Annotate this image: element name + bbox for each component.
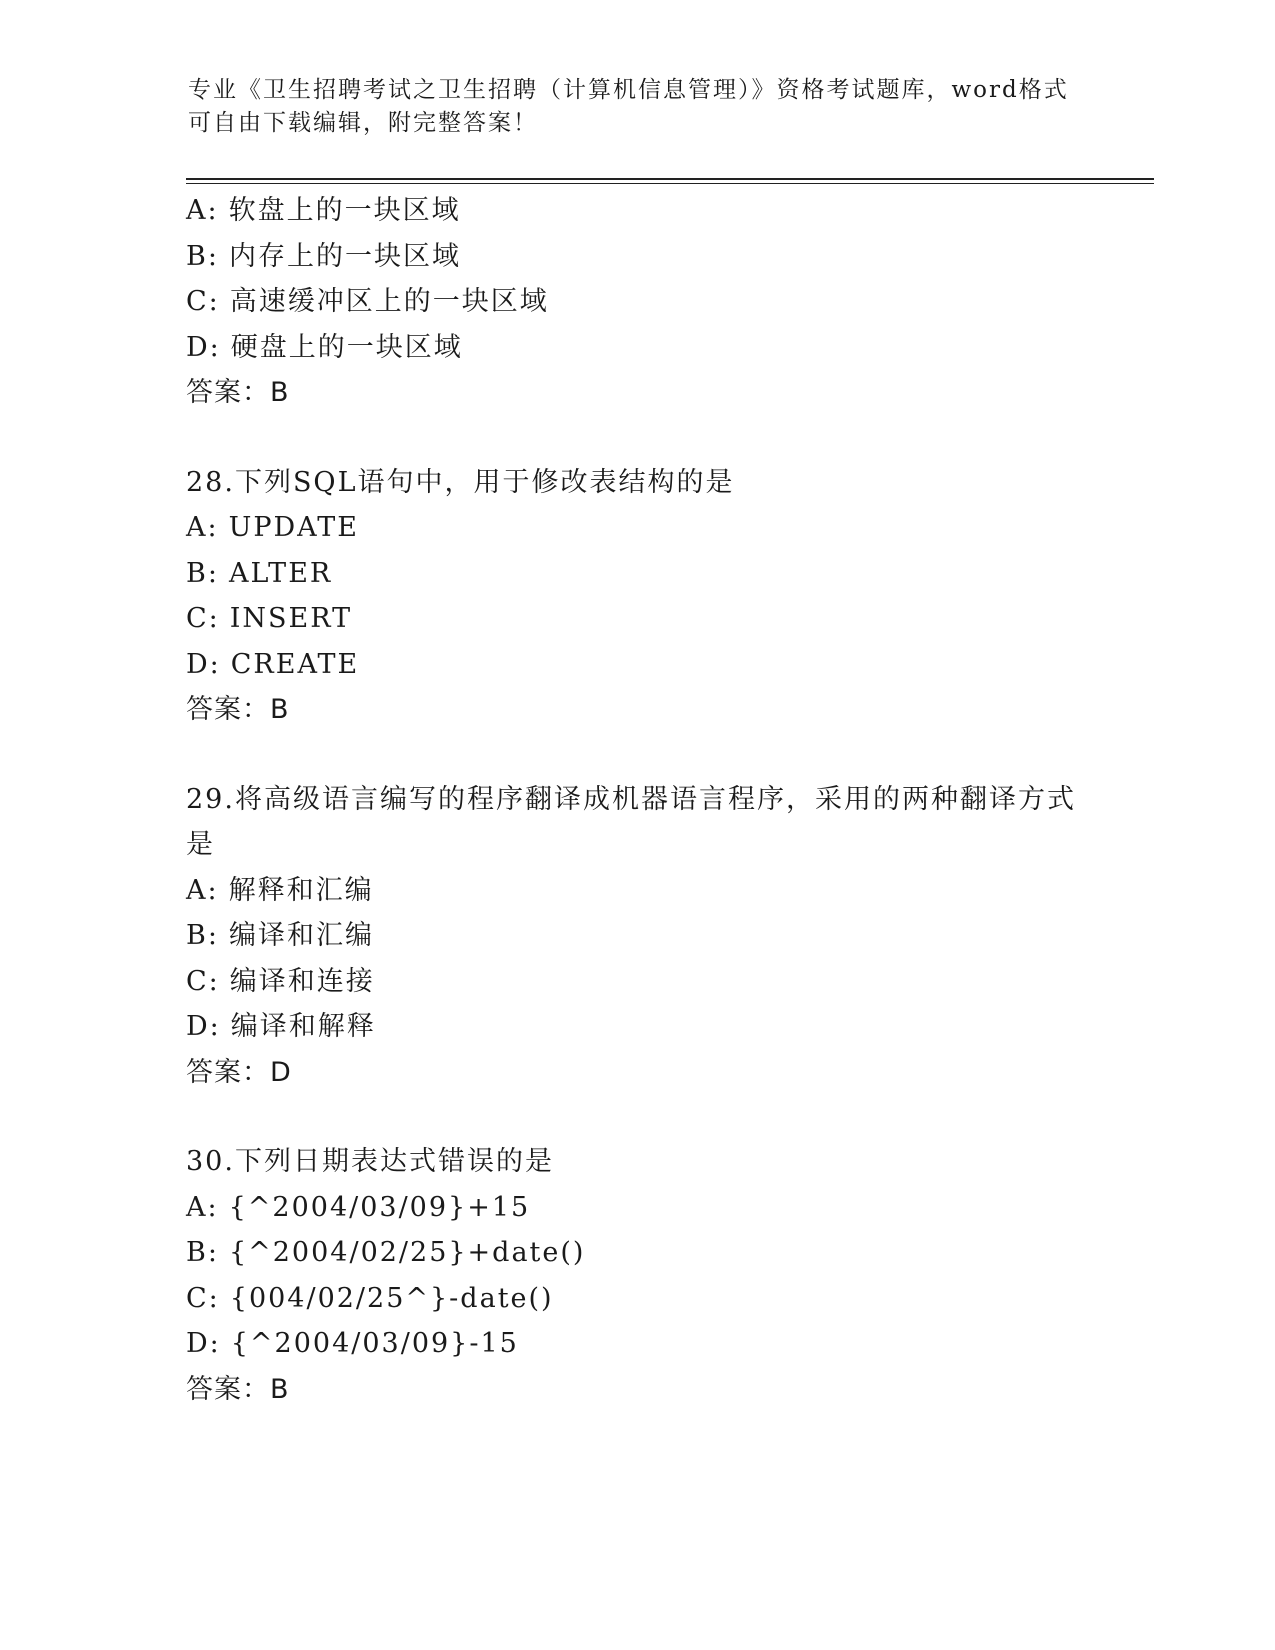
option-d xyxy=(186,1321,1086,1367)
option-prefix: B: xyxy=(186,557,219,589)
header-line-2: 可自由下载编辑，附完整答案！ xyxy=(188,110,538,136)
answer-text: 答案：D xyxy=(186,1056,292,1088)
option-text: 编译和汇编 xyxy=(228,920,374,951)
option-c xyxy=(186,1276,1086,1322)
option-b xyxy=(186,551,1086,597)
header-line-1: 专业《卫生招聘考试之卫生招聘（计算机信息管理）》资格考试题库，word格式 xyxy=(188,77,1069,103)
option-text: {^2004/03/09}-15 xyxy=(230,1328,519,1359)
option-text: CREATE xyxy=(230,648,360,680)
option-c xyxy=(186,596,1086,642)
option-c xyxy=(186,279,1086,325)
header-rule-thin xyxy=(186,183,1154,184)
answer-text: 答案：B xyxy=(186,694,290,725)
spacer xyxy=(186,1095,1086,1139)
option-prefix: A: xyxy=(186,195,219,226)
answer-text: 答案：B xyxy=(186,1373,290,1405)
option-a xyxy=(186,1185,1086,1231)
question-30 xyxy=(186,1139,1086,1412)
option-prefix: A: xyxy=(186,874,219,906)
option-text: 硬盘上的一块区域 xyxy=(230,331,463,363)
option-text: 编译和解释 xyxy=(230,1011,376,1042)
option-b xyxy=(186,1230,1086,1276)
option-prefix: C: xyxy=(186,603,220,634)
header-rule-thick xyxy=(186,178,1154,180)
option-prefix: B: xyxy=(186,920,219,951)
spacer xyxy=(186,733,1086,777)
question-28 xyxy=(186,460,1086,733)
option-text: ALTER xyxy=(228,557,333,589)
option-b xyxy=(186,234,1086,280)
option-prefix: C: xyxy=(186,1282,220,1314)
spacer xyxy=(186,416,1086,460)
option-d xyxy=(186,325,1086,371)
option-a xyxy=(186,505,1086,551)
option-text: 内存上的一块区域 xyxy=(228,240,461,272)
answer-text: 答案：B xyxy=(186,377,290,408)
option-text: INSERT xyxy=(229,603,353,634)
question-27 xyxy=(186,188,1086,416)
option-prefix: A: xyxy=(186,1191,219,1223)
option-d xyxy=(186,1004,1086,1050)
question-text-line-2: 是 xyxy=(186,829,215,860)
option-prefix: C: xyxy=(186,965,220,997)
option-text: {^2004/03/09}+15 xyxy=(228,1191,531,1223)
option-prefix: B: xyxy=(186,240,219,272)
option-b xyxy=(186,913,1086,959)
option-prefix: A: xyxy=(186,512,219,543)
option-prefix: D: xyxy=(186,1011,221,1042)
option-text: 软盘上的一块区域 xyxy=(228,195,461,226)
option-prefix: D: xyxy=(186,648,221,680)
option-text: 解释和汇编 xyxy=(228,874,374,906)
question-text: 28.下列SQL语句中，用于修改表结构的是 xyxy=(186,466,735,498)
question-29 xyxy=(186,777,1086,1096)
option-c xyxy=(186,959,1086,1005)
option-prefix: D: xyxy=(186,1328,221,1359)
option-text: {^2004/02/25}+date() xyxy=(228,1237,586,1268)
option-text: {004/02/25^}-date() xyxy=(229,1282,554,1314)
question-text-line-1: 29.将高级语言编写的程序翻译成机器语言程序，采用的两种翻译方式 xyxy=(186,783,1076,815)
question-text: 30.下列日期表达式错误的是 xyxy=(186,1146,554,1177)
question-list xyxy=(186,188,1086,1412)
option-prefix: D: xyxy=(186,331,221,363)
option-a xyxy=(186,868,1086,914)
option-prefix: C: xyxy=(186,286,220,317)
option-a xyxy=(186,188,1086,234)
option-d xyxy=(186,642,1086,688)
option-text: 编译和连接 xyxy=(229,965,375,997)
option-text: 高速缓冲区上的一块区域 xyxy=(229,286,549,317)
option-prefix: B: xyxy=(186,1237,219,1268)
option-text: UPDATE xyxy=(228,512,359,543)
document-header xyxy=(188,74,1088,140)
